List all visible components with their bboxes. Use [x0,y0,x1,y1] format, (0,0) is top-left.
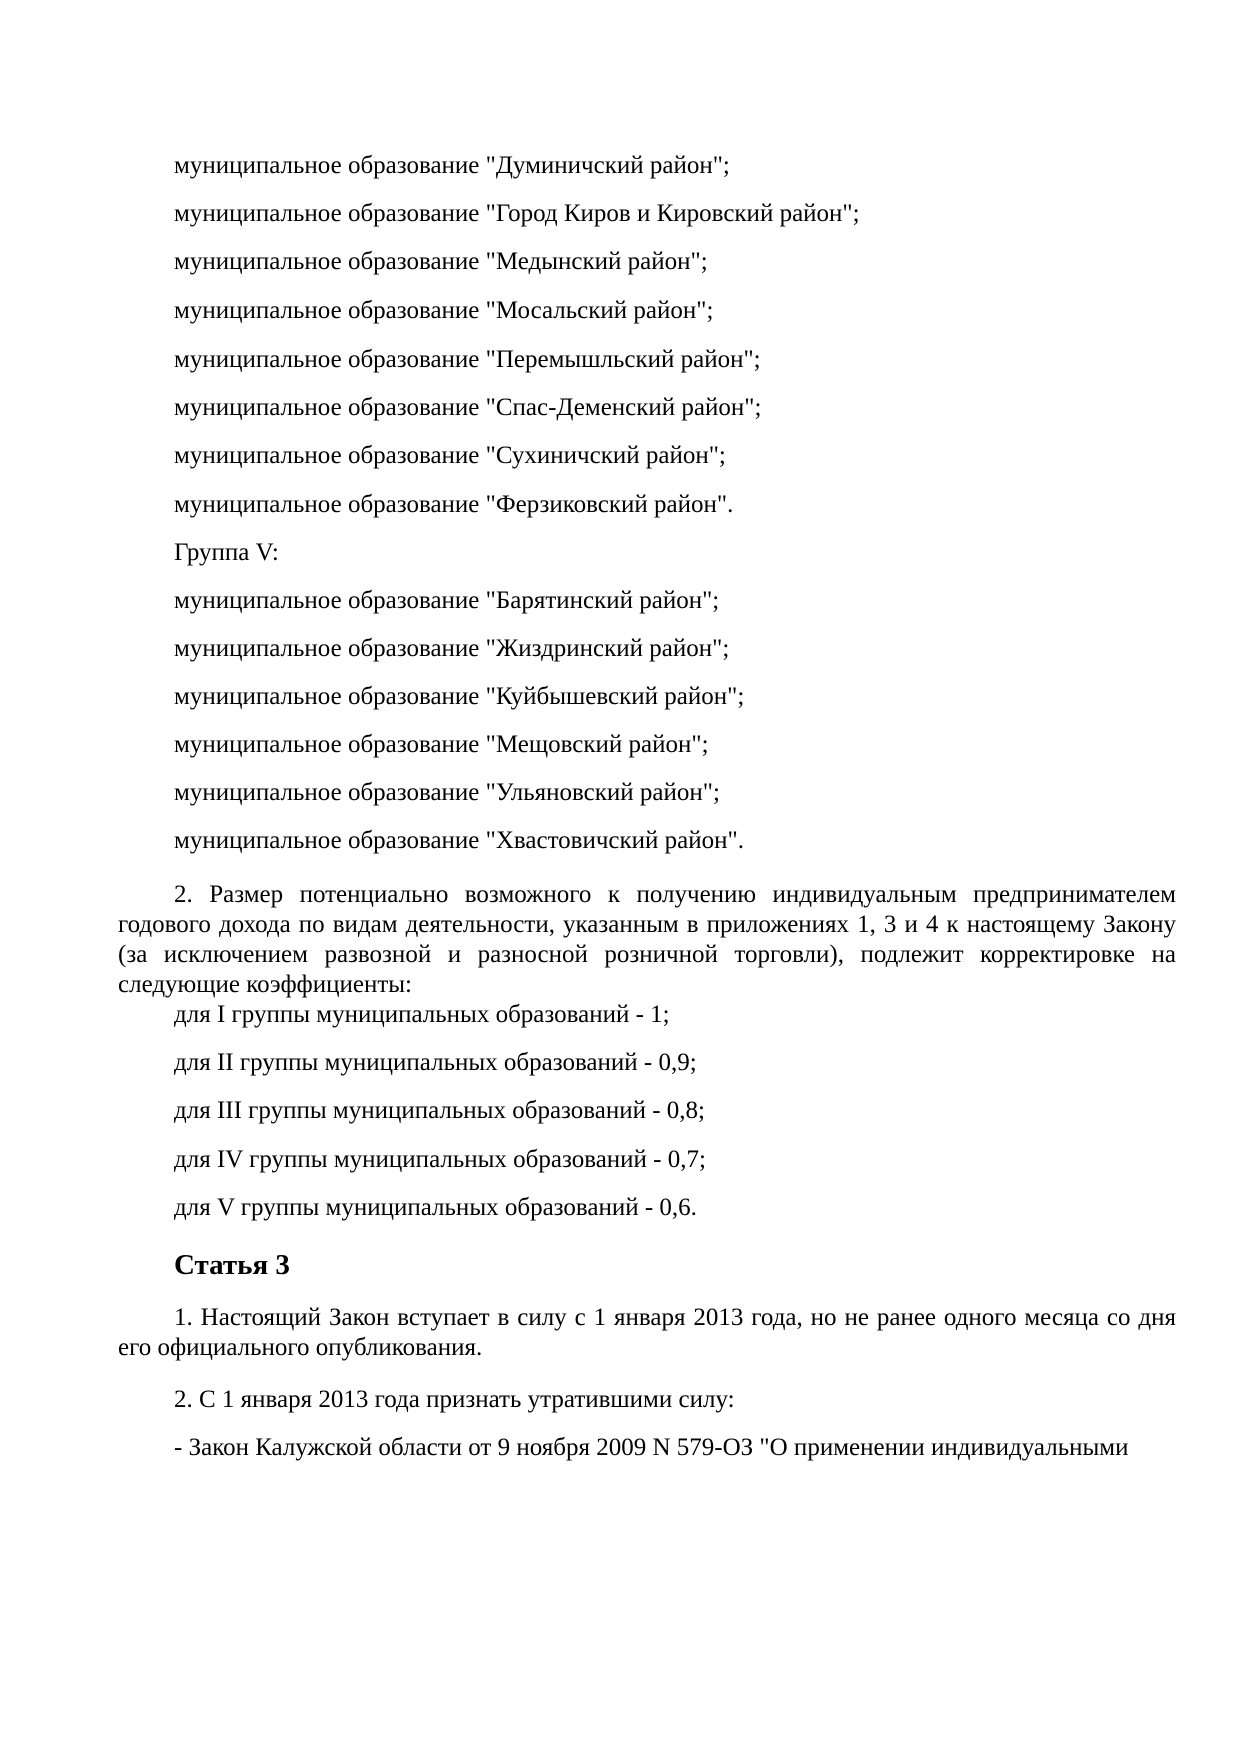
list-item: муниципальное образование "Медынский район"; [174,248,708,275]
paragraph: - Закон Калужской области от 9 ноября 2009 N 579-ОЗ "О применении индивидуальными [174,1434,1129,1461]
list-item: муниципальное образование "Спас-Деменский район"; [174,394,762,421]
list-item: муниципальное образование "Город Киров и Кировский район"; [174,200,860,227]
list-item: муниципальное образование "Ульяновский район"; [174,779,720,806]
list-item: для IV группы муниципальных образований - 0,7; [174,1146,706,1173]
paragraph: 1. Настоящий Закон вступает в силу с 1 января 2013 года, но не ранее одного месяца со дня его официального опубликования. [118,1304,1176,1361]
list-item: для II группы муниципальных образований - 0,9; [174,1049,697,1076]
group-label: Группа V: [174,539,279,566]
list-item: муниципальное образование "Мещовский район"; [174,731,709,758]
list-item: для I группы муниципальных образований - 1; [174,1001,670,1028]
list-item: муниципальное образование "Ферзиковский район". [174,491,734,518]
list-item: для III группы муниципальных образований - 0,8; [174,1097,706,1124]
list-item: муниципальное образование "Хвастовичский район". [174,827,744,854]
list-item: муниципальное образование "Жиздринский район"; [174,635,730,662]
list-item: муниципальное образование "Сухиничский район"; [174,442,726,469]
list-item: муниципальное образование "Куйбышевский район"; [174,683,745,710]
list-item: муниципальное образование "Мосальский район"; [174,297,714,324]
list-item: для V группы муниципальных образований - 0,6. [174,1194,697,1221]
paragraph: 2. Размер потенциально возможного к получению индивидуальным предпринимателем годового дохода по видам деятельности, указанным в приложениях 1, 3 и 4 к настоящему Закону (за исключением развозной и разносной розничной торговли), подлежит корректировке на следующие коэффициенты: [118,881,1176,998]
article-heading: Статья 3 [174,1249,290,1281]
list-item: муниципальное образование "Думиничский район"; [174,152,730,179]
list-item: муниципальное образование "Перемышльский район"; [174,346,761,373]
paragraph: 2. С 1 января 2013 года признать утратившими силу: [174,1386,735,1413]
list-item: муниципальное образование "Барятинский район"; [174,587,720,614]
